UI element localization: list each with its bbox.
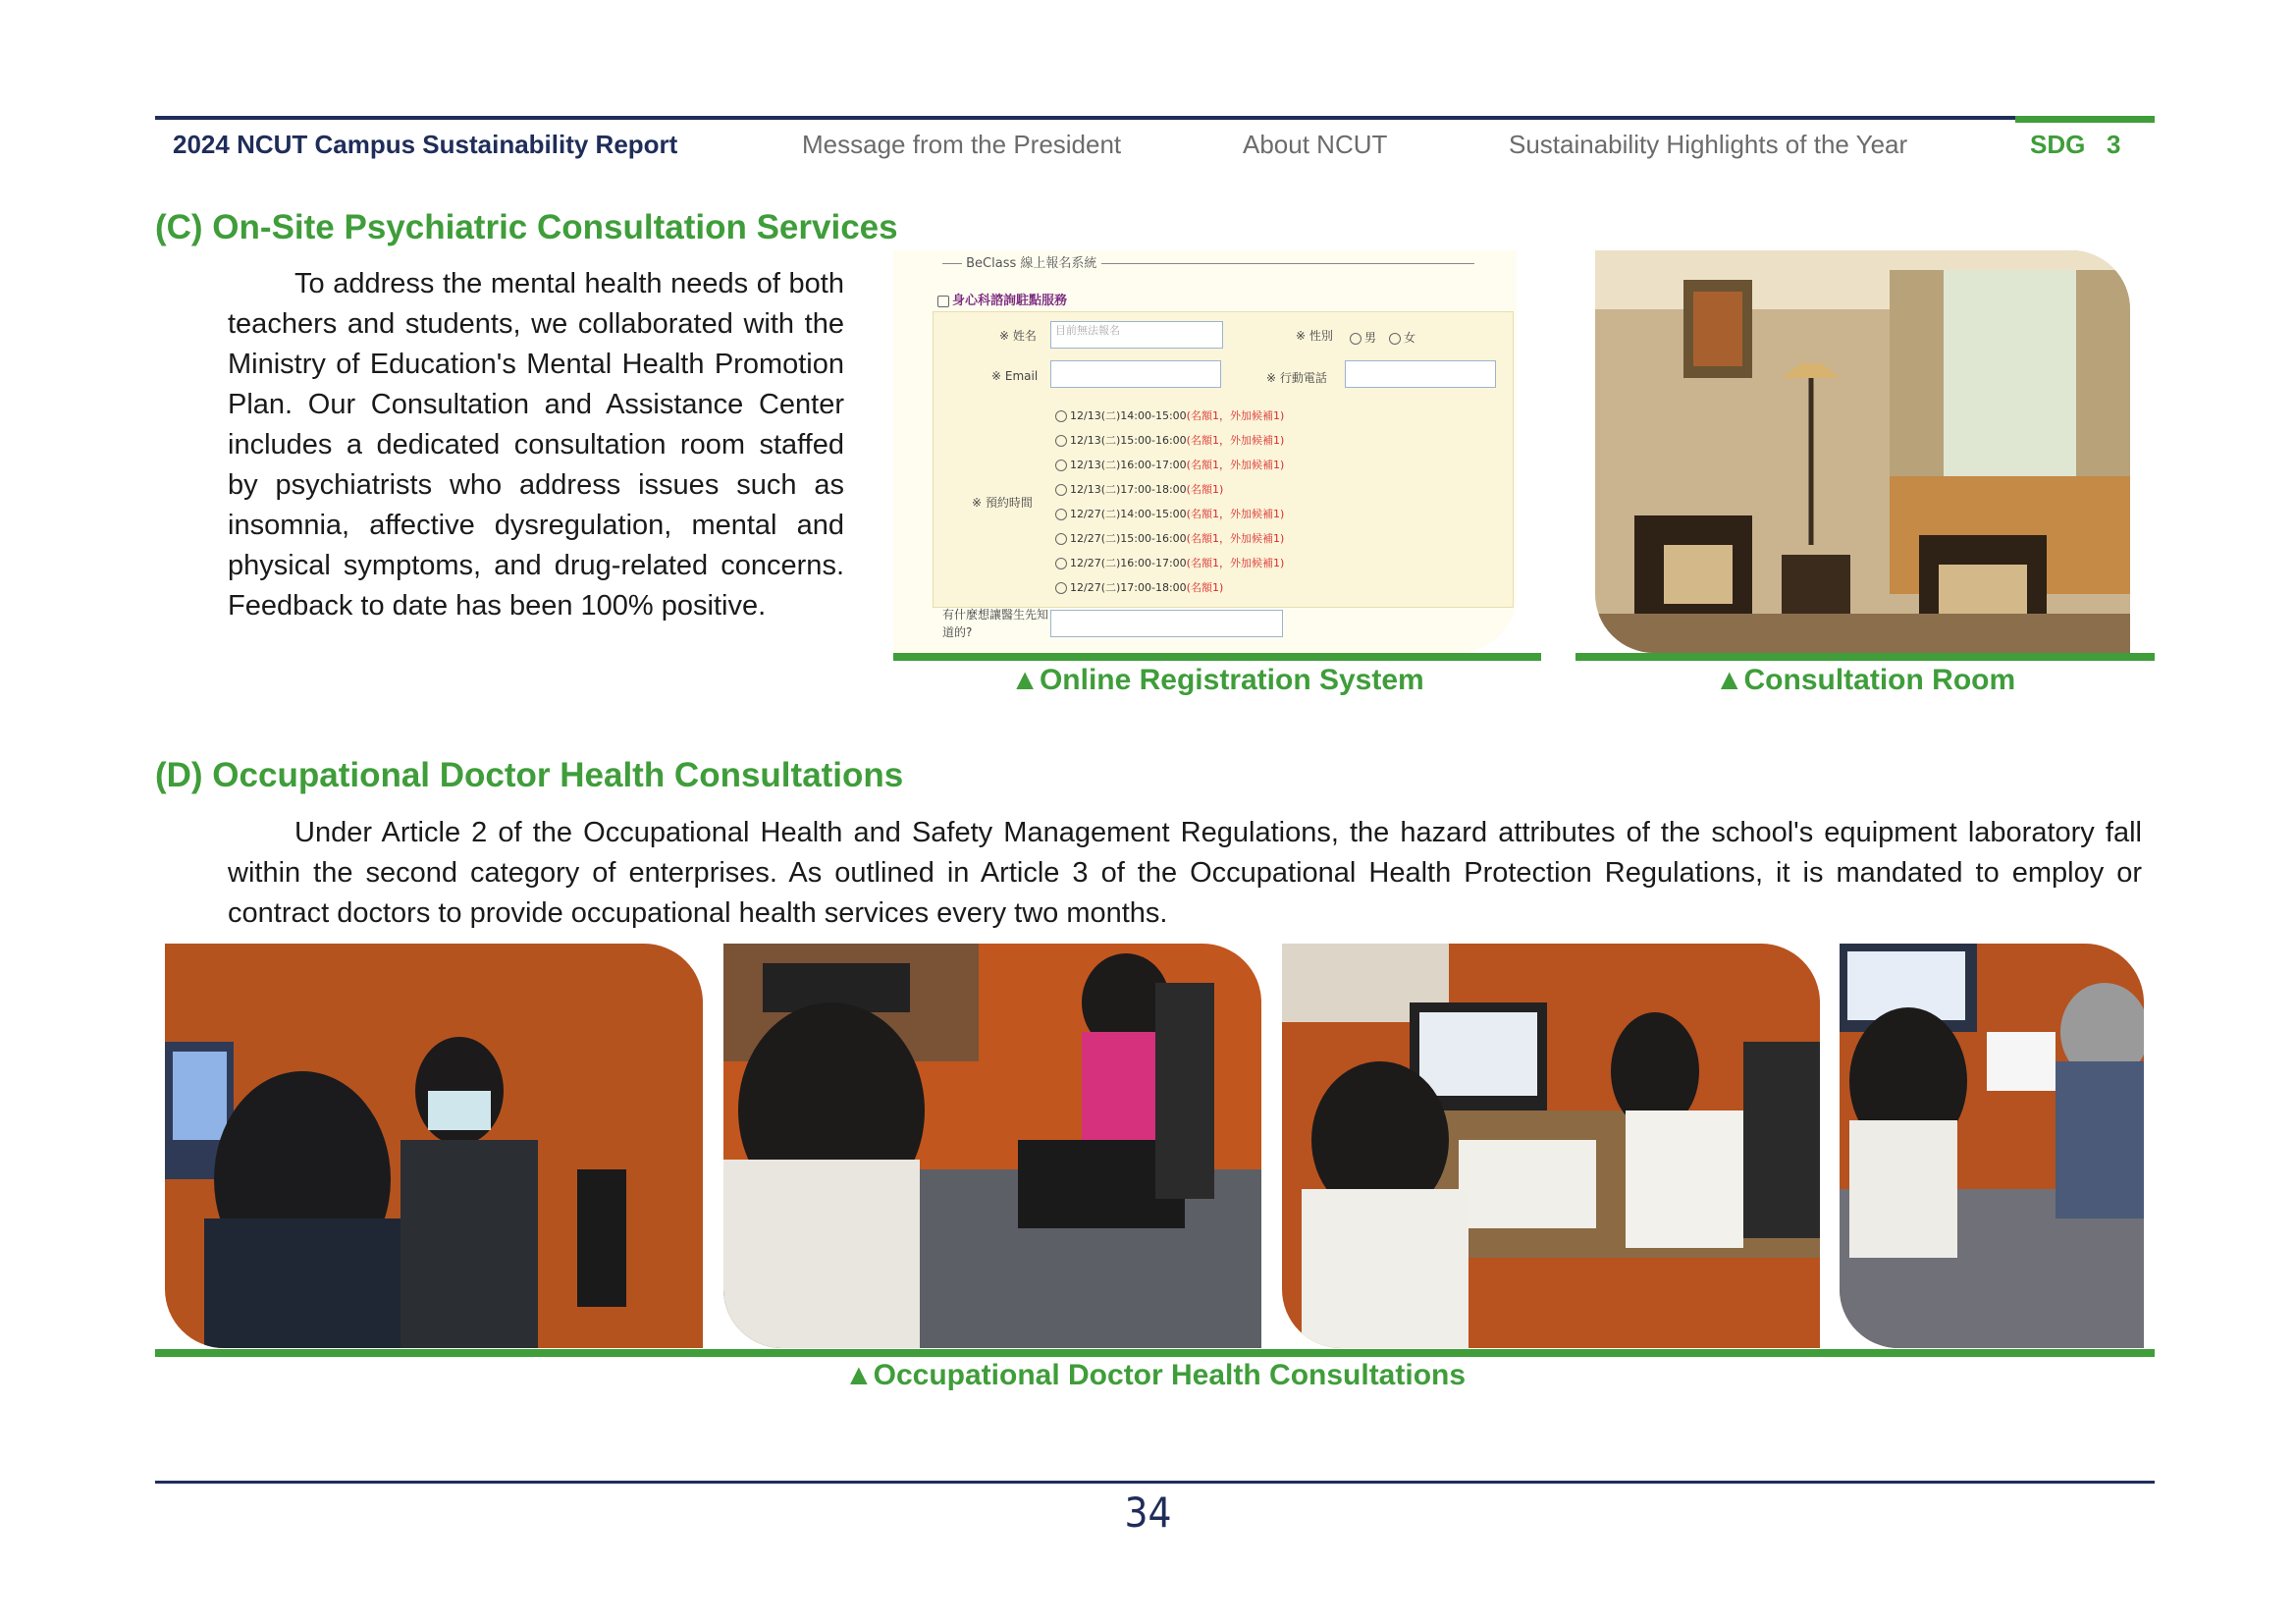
email-input[interactable]: [1050, 360, 1221, 388]
consultation-room-illustration: [1595, 250, 2130, 653]
time-slot[interactable]: 12/13(二)17:00-18:00(名額1): [1055, 481, 1223, 497]
consultation-photo-3: [1282, 944, 1820, 1348]
consultation-photo-4: [1840, 944, 2144, 1348]
form-title: 身心科諮詢駐點服務: [937, 290, 1067, 308]
gender-female-radio[interactable]: 女: [1389, 329, 1415, 346]
sdg-number: 3: [2107, 130, 2121, 159]
header-accent-bar: [2015, 116, 2155, 123]
header-rule: [155, 116, 2015, 120]
caption-occupational-doctor: ▲Occupational Doctor Health Consultations: [843, 1359, 1467, 1391]
name-label: ※ 姓名: [999, 329, 1037, 343]
caption-consultation-room: ▲Consultation Room: [1714, 664, 2016, 696]
nav-message-president[interactable]: Message from the President: [802, 130, 1122, 159]
registration-form-screenshot: [893, 250, 1517, 653]
form-system-title: BeClass 線上報名系統: [942, 252, 1517, 282]
phone-label: ※ 行動電話: [1266, 371, 1327, 385]
caption-bar-room: [1575, 653, 2155, 661]
question-label: 有什麼想讓醫生先知道的?: [942, 608, 1049, 639]
nav-sustainability-highlights[interactable]: Sustainability Highlights of the Year: [1509, 130, 1908, 159]
footer-rule: [155, 1481, 2155, 1484]
caption-bar-form: [893, 653, 1541, 661]
consultation-photo-4-illustration: [1840, 944, 2144, 1348]
email-label: ※ Email: [991, 369, 1039, 383]
page-number: 34: [1124, 1489, 1172, 1537]
consultation-photo-1-illustration: [165, 944, 703, 1348]
time-slot[interactable]: 12/27(二)17:00-18:00(名額1): [1055, 579, 1223, 595]
caption-online-registration: ▲Online Registration System: [1010, 664, 1424, 696]
time-slot[interactable]: 12/27(二)14:00-15:00(名額1，外加候補1): [1055, 506, 1284, 521]
consultation-room-photo: [1595, 250, 2130, 653]
consultation-photo-1: [165, 944, 703, 1348]
question-input[interactable]: [1050, 610, 1283, 637]
report-title: 2024 NCUT Campus Sustainability Report: [173, 130, 678, 159]
sdg-label: SDG: [2030, 130, 2086, 159]
consultation-photo-2-illustration: [723, 944, 1261, 1348]
section-d-heading: (D) Occupational Doctor Health Consultations: [155, 756, 904, 794]
time-slot[interactable]: 12/27(二)16:00-17:00(名額1，外加候補1): [1055, 555, 1284, 570]
section-c-paragraph: To address the mental health needs of both teachers and students, we collaborated with the Ministry of Education's Mental Health Promotion Plan. Our Consultation and Assistance Center includes a dedicated consultation room staffed by psychiatrists who address issues such as insomnia, affective dysregulation, mental and physical symptoms, and drug-related concerns. Feedback to date has been 100% positive.: [228, 268, 844, 622]
caption-bar-consultations: [155, 1349, 2155, 1357]
gender-label: ※ 性別: [1296, 329, 1333, 343]
time-slot[interactable]: 12/27(二)15:00-16:00(名額1，外加候補1): [1055, 530, 1284, 546]
consultation-photo-3-illustration: [1282, 944, 1820, 1348]
time-label: ※ 預約時間: [972, 496, 1033, 510]
section-c-heading: (C) On-Site Psychiatric Consultation Services: [155, 208, 898, 246]
section-d-paragraph: Under Article 2 of the Occupational Health and Safety Management Regulations, the hazard attributes of the school's equipment laboratory fall within the second category of enterprises. As outlined in Article 3 of the Occupational Health Protection Regulations, it is mandated to employ or contract doctors to provide occupational health services every two months.: [228, 817, 2142, 929]
time-slot[interactable]: 12/13(二)14:00-15:00(名額1，外加候補1): [1055, 407, 1284, 423]
nav-about-ncut[interactable]: About NCUT: [1243, 130, 1388, 159]
phone-input[interactable]: [1345, 360, 1496, 388]
time-slot[interactable]: 12/13(二)15:00-16:00(名額1，外加候補1): [1055, 432, 1284, 448]
consultation-photo-2: [723, 944, 1261, 1348]
name-input[interactable]: 目前無法報名: [1050, 321, 1223, 349]
gender-male-radio[interactable]: 男: [1350, 329, 1376, 346]
time-slot[interactable]: 12/13(二)16:00-17:00(名額1，外加候補1): [1055, 457, 1284, 472]
